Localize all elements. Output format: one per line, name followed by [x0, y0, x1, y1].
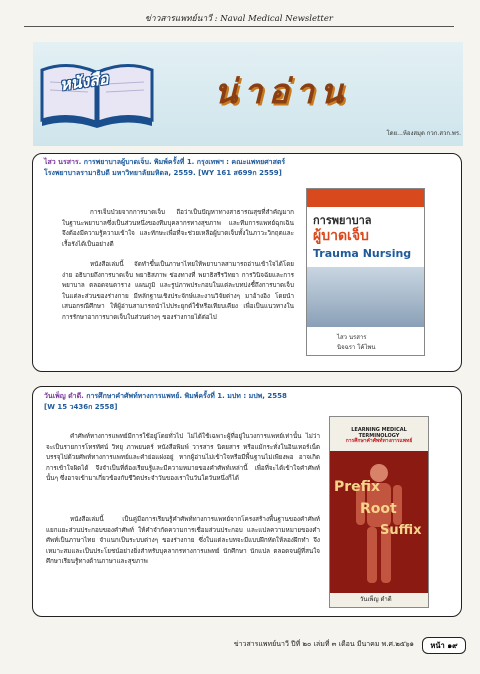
book2-paragraph-1: คำศัพท์ทางการแพทย์มีการใช้อยู่โดยทั่วไป ไม่ได้ใช้เฉพาะผู้ที่อยู่ในวงการแพทย์เท่านั้น ไม่ว่าจะเป็นรายการโทรทัศน์ วิทยุ ภาพยนตร์ หนังสือพิมพ์ วารสาร นิตยสาร หรือแม้กระทั่งในอินเทอร์เน็ต บรรจุไปด้วยศัพท์ทางการแพทย์และคำย่อแฝงอยู่ หากผู้อ่านไม่เข้าใจหรือมีพื้นฐานไม่เพียงพอ อาจเกิดการเข้าใจผิดได้ จึงจำเป็นที่ต้องเรียนรู้และมีความหมายของคำศัพท์เหล่านี้ เพื่อที่จะได้เข้าใจคำศัพท์นั้นๆ ซึ่งอาจเข้ามาเกี่ยวข้องกับชีวิตประจำวันของเราในวันใดวันหนึ่งก็ได้: [46, 433, 320, 482]
page-number: หน้า ๑๙: [422, 637, 466, 654]
cover1-photo: [307, 267, 424, 327]
cover2-root: Root: [360, 501, 397, 517]
book1-title: การพยาบาลผู้บาดเจ็บ. พิมพ์ครั้งที่ 1. กรุงเทพฯ : คณะแพทยศาสตร์: [83, 158, 286, 166]
book1-author: ไสว นรสาร.: [44, 158, 82, 166]
cover1-author-1: ไสว นรสาร: [337, 334, 367, 341]
book2-cover-image: [329, 416, 429, 608]
cover1-title-th2: ผู้บาดเจ็บ: [313, 228, 369, 244]
cover1-top-band: [307, 189, 424, 207]
book1-title-line2: โรงพยาบาลรามาธิบดี มหาวิทยาลัยมหิดล, 2559.: [44, 169, 196, 177]
cover1-title-en: Trauma Nursing: [313, 247, 412, 260]
book1-paragraph-2: หนังสือเล่มนี้ จัดทำขึ้นเป็นภาษาไทยให้พยาบาลสามารถอ่านเข้าใจได้โดยง่าย อธิบายถึงการบาดเจ็บ พยาธิสภาพ ช่องทางที่ พยาธิสรีรวิทยา การวินิจฉัยและการพยาบาล ตลอดจนตาราง แผนภูมิ และรูปภาพประกอบในแต่ละบทบ่งชี้ถึงการบาดเจ็บในแต่ละส่วนของร่างกาย มีหลักฐานเชิงประจักษ์และงานวิจัยต่างๆ มาอ้างอิง โดยนำเสนอกรณีศึกษา ให้ผู้อ่านสามารถนำไปประยุกต์ใช้หรือเทียบเคียง เพื่อเป็นแนวทางในการรักษาอาการบาดเจ็บในส่วนต่างๆ ของร่างกายได้ต่อไป: [62, 261, 294, 321]
book1-cover-image: [306, 188, 425, 356]
book2-call-number: [W 15 ว436ก 2558]: [44, 403, 118, 411]
cover2-author: วันเพ็ญ ดำดี: [360, 596, 392, 603]
cover2-prefix: Prefix: [334, 479, 381, 495]
book2-reference: [44, 391, 454, 413]
book1-paragraph-1: การเจ็บป่วยจากการบาดเจ็บ ถือว่าเป็นปัญหาทางสาธารณสุขที่สำคัญมาก ในฐานะพยาบาลซึ่งเป็นส่วนหนึ่งของทีมบุคลากรทางสุขภาพ และทีมการแพทย์ฉุกเฉิน จึงต้องมีความรู้ความเข้าใจ และทักษะเพื่อที่จะช่วยเหลือผู้บาดเจ็บทั้งในภาวะวิกฤตและเรื้อรังได้เป็นอย่างดี: [62, 209, 294, 248]
book2-paragraph-2: หนังสือเล่มนี้ เป็นคู่มือการเรียนรู้คำศัพท์ทางการแพทย์จากโครงสร้างพื้นฐานของคำศัพท์ แยกแยะส่วนประกอบของคำศัพท์ ให้คำจำกัดความการเชื่อมส่วนประกอบ และแปลความหมายของคำศัพท์เป็นภาษาไทย จำแนกเป็นระบบต่างๆ ของร่างกาย ซึ่งในแต่ละบทจะมีแบบฝึกหัดให้ลองฝึกทำ จึงเหมาะสมและเป็นประโยชน์อย่างยิ่งสำหรับบุคลากรทางการแพทย์ นักศึกษา นักแปล ตลอดจนผู้ที่สนใจศึกษาเรียนรู้ทางด้านภาษาและสุขภาพ: [46, 516, 320, 565]
banner-title: น่าอ่าน: [214, 72, 350, 112]
book1-reference: [44, 157, 454, 179]
cover2-title-th: การศึกษาคำศัพท์ทางการแพทย์: [345, 438, 413, 444]
page-header: [24, 8, 454, 27]
banner-tag: หนังสือ: [58, 68, 110, 95]
header-title: ข่าวสารแพทย์นาวี : Naval Medical Newsletter: [145, 14, 333, 24]
cover2-suffix: Suffix: [380, 523, 422, 538]
page-footer: [24, 637, 466, 653]
book2-author: วันเพ็ญ ดำดี.: [44, 392, 84, 400]
cover2-title-en: LEARNING MEDICAL TERMINOLOGY: [351, 427, 407, 439]
cover1-author-2: นิจฉรา โค้ไพน: [337, 344, 376, 351]
cover1-title-th: การพยาบาล: [313, 214, 372, 227]
byline: โดย...ห้องสมุด กวก.สวก.พร.: [386, 130, 461, 137]
book2-title: การศึกษาคำศัพท์ทางการแพทย์. พิมพ์ครั้งที่ 1. มปท : มปพ, 2558: [86, 392, 287, 400]
book1-call-number: [WY 161 ส699ก 2559]: [198, 169, 282, 177]
footer-text: ข่าวสารแพทย์นาวี ปีที่ ๒๐ เล่มที่ ๓ เดือน มีนาคม พ.ศ.๒๕๖๑: [233, 640, 414, 648]
